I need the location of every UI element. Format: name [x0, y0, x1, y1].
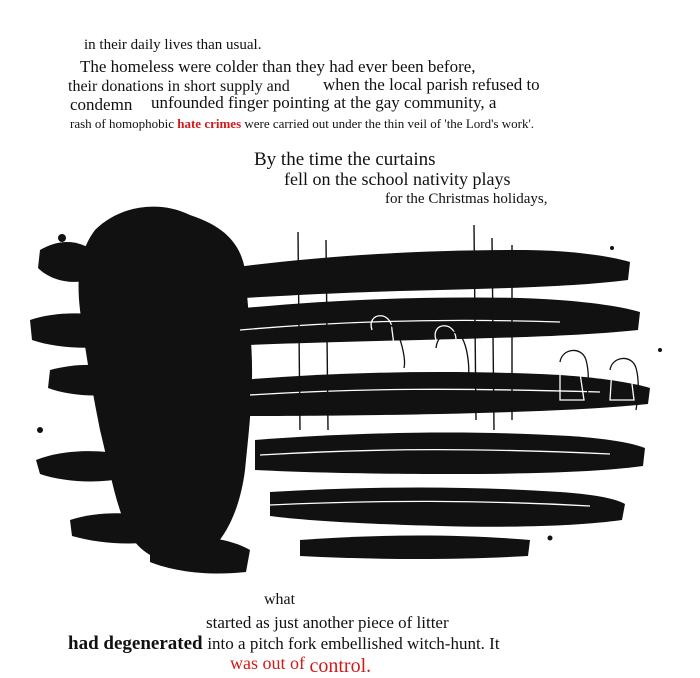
text-segment: into a pitch fork embellished witch-hunt. It: [207, 634, 500, 653]
text-segment: was out of: [230, 653, 305, 673]
text-segment: control.: [309, 655, 372, 677]
highlight-out-of-control: [230, 653, 372, 677]
highlight-hate-crimes: hate crimes: [177, 116, 242, 131]
brush-strokes: [30, 207, 650, 574]
text-line: in their daily lives than usual.: [84, 37, 262, 53]
text-line: their donations in short supply and: [68, 78, 290, 95]
text-line: fell on the school nativity plays: [284, 169, 511, 189]
text-segment-bold: had degenerated: [68, 633, 203, 654]
text-segment: rash of homophobic: [70, 116, 174, 131]
text-line: started as just another piece of litter: [206, 613, 449, 632]
text-line: [68, 634, 500, 653]
text-segment: were carried out under the thin veil of 'the Lord's work'.: [244, 116, 535, 131]
text-line: The homeless were colder than they had ever been before,: [80, 57, 476, 76]
text-line: [70, 117, 534, 130]
text-line: unfounded finger pointing at the gay community, a: [151, 93, 497, 112]
text-line: for the Christmas holidays,: [385, 191, 548, 207]
text-line: what: [264, 591, 296, 608]
text-line: By the time the curtains: [254, 149, 436, 170]
text-line: condemn: [70, 95, 133, 114]
text-line: when the local parish refused to: [323, 75, 540, 94]
